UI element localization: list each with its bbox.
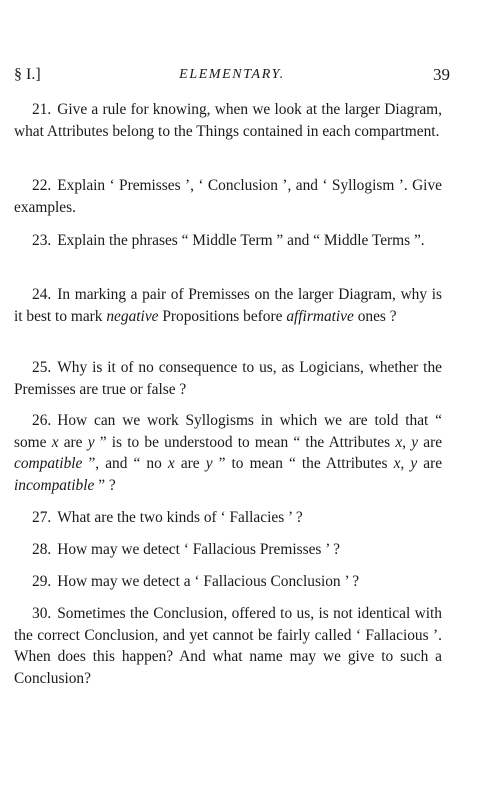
question-number: 22. xyxy=(32,177,52,194)
question-text: How may we detect a ‘ Fallacious Conclusion ’ ? xyxy=(57,573,360,590)
question-number: 26. xyxy=(32,412,52,429)
page-number: 39 xyxy=(433,65,450,84)
italic-term: y xyxy=(205,455,213,472)
running-title: ELEMENTARY. xyxy=(179,67,285,82)
question-text: ” to mean “ the Attributes xyxy=(212,455,394,472)
question-text: ”, and “ no xyxy=(82,455,168,472)
question-26 xyxy=(14,410,442,496)
running-header xyxy=(14,62,450,88)
question-text: Explain ‘ Premisses ’, ‘ Conclusion ’, and ‘ Syllogism ’. Give examples. xyxy=(14,177,442,216)
question-text: are xyxy=(418,433,443,451)
question-22 xyxy=(14,175,442,218)
italic-term: x xyxy=(51,433,59,451)
question-25 xyxy=(14,357,442,400)
question-number: 24. xyxy=(32,286,52,303)
question-24 xyxy=(14,284,442,327)
question-number: 30. xyxy=(32,605,52,622)
question-text: ones ? xyxy=(353,307,397,325)
question-number: 23. xyxy=(32,232,52,249)
question-text: How can we work Syllogisms in which we are told that “ some xyxy=(14,412,442,451)
italic-term: affirmative xyxy=(286,307,354,325)
question-text: are xyxy=(417,455,443,472)
question-number: 21. xyxy=(32,101,52,118)
question-text: Why is it of no consequence to us, as Logicians, whether the Premisses are true or false ? xyxy=(14,359,442,398)
question-text: Propositions before xyxy=(158,307,287,325)
question-number: 27. xyxy=(32,509,52,526)
italic-term: negative xyxy=(106,307,159,325)
question-27 xyxy=(14,507,442,529)
question-text: are xyxy=(174,455,206,472)
question-21 xyxy=(14,99,442,142)
italic-term: x, y xyxy=(393,455,418,472)
italic-term: y xyxy=(87,433,95,451)
question-30 xyxy=(14,603,442,689)
question-28 xyxy=(14,539,442,561)
section-marker: § I.] xyxy=(14,66,41,83)
italic-term: incompatible xyxy=(14,476,95,494)
question-text: In marking a pair of Premisses on the larger Diagram, why is it best to mark xyxy=(14,286,442,325)
question-number: 29. xyxy=(32,573,52,590)
italic-term: x, y xyxy=(395,433,419,451)
question-text: ” ? xyxy=(94,476,116,494)
question-23 xyxy=(14,230,442,252)
question-text: How may we detect ‘ Fallacious Premisses ’ ? xyxy=(57,541,340,558)
question-number: 28. xyxy=(32,541,52,558)
question-text: ” is to be understood to mean “ the Attributes xyxy=(94,433,396,451)
italic-term: compatible xyxy=(14,455,83,472)
question-text: are xyxy=(58,433,88,451)
question-text: Give a rule for knowing, when we look at the larger Diagram, what Attributes belong to the Things contained in each compartment. xyxy=(14,101,442,140)
question-number: 25. xyxy=(32,359,52,376)
question-text: What are the two kinds of ‘ Fallacies ’ ? xyxy=(57,509,303,526)
question-text: Sometimes the Conclusion, offered to us, is not identical with the correct Conclusion, and yet cannot be fairly called ‘ Fallacious ’. When does this happen? And what name may we give to such a Conclusion? xyxy=(14,605,442,687)
question-text: Explain the phrases “ Middle Term ” and “ Middle Terms ”. xyxy=(57,232,425,249)
italic-term: x xyxy=(167,455,175,472)
question-29 xyxy=(14,571,442,593)
